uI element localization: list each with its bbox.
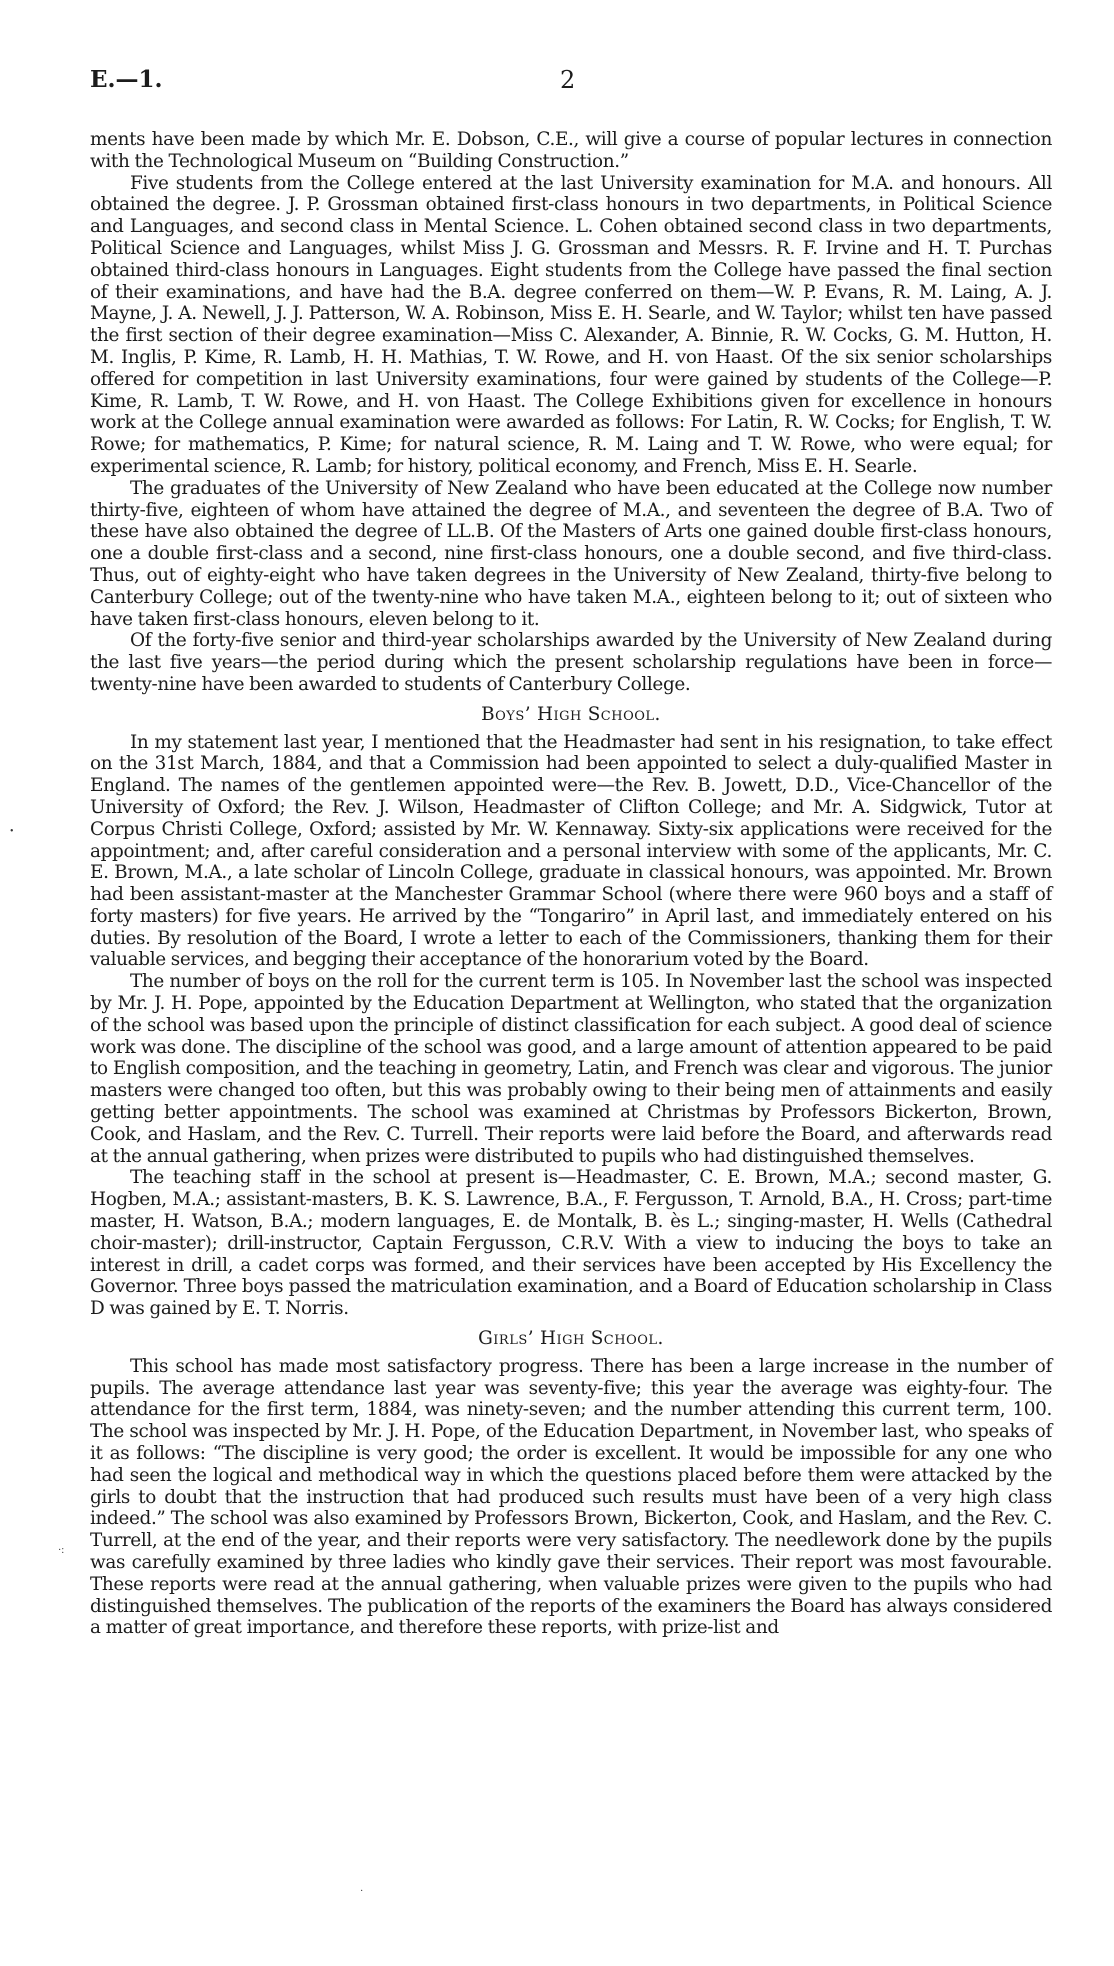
section-heading-boys-high-school: Boys’ High School. (481, 703, 661, 725)
document-body (90, 129, 1052, 1639)
paragraph: In my statement last year, I mentioned that the Headmaster had sent in his resignation, to take effect on the 31st March, 1884, and that a Commission had been appointed to select a duly-qualified Master in England. The names of the gentlemen appointed were—the Rev. B. Jowett, D.D., Vice-Chancellor of the University of Oxford; the Rev. J. Wilson, Headmaster of Clifton College; and Mr. A. Sidgwick, Tutor at Corpus Christi College, Oxford; assisted by Mr. W. Kennaway. Sixty-six applications were received for the appointment; and, after careful consideration and a personal interview with some of the applicants, Mr. C. E. Brown, M.A., a late scholar of Lincoln College, graduate in classical honours, was appointed. Mr. Brown had been assistant-master at the Manchester Grammar School (where there were 960 boys and a staff of forty masters) for five years. He arrived by the “Tongariro” in April last, and immediately entered on his duties. By resolution of the Board, I wrote a letter to each of the Commissioners, thanking them for their valuable services, and begging their acceptance of the honorarium voted by the Board. (90, 731, 1052, 971)
document-page (90, 66, 1052, 1639)
margin-dot-mark: ·: (58, 1545, 65, 1556)
document-reference: E.—1. (90, 66, 163, 93)
paragraph: The graduates of the University of New Zealand who have been educated at the College now number thirty-five, eighteen of whom have attained the degree of M.A., and seventeen the degree of B.A. Two of these have also obtained the degree of LL.B. Of the Masters of Arts one gained double first-class honours, one a double first-class and a second, nine first-class honours, one a double second, and five third-class. Thus, out of eighty-eight who have taken degrees in the University of New Zealand, thirty-five belong to Canterbury College; out of the twenty-nine who have taken M.A., eighteen belong to it; out of sixteen who have taken first-class honours, eleven belong to it. (90, 477, 1052, 630)
paragraph: The number of boys on the roll for the current term is 105. In November last the school was inspected by Mr. J. H. Pope, appointed by the Education Department at Wellington, who stated that the organization of the school was based upon the principle of distinct classification for each subject. A good deal of science work was done. The discipline of the school was good, and a large amount of attention appeared to be paid to English composition, and the teaching in geometry, Latin, and French was clear and vigorous. The junior masters were changed too often, but this was probably owing to their being men of attainments and easily getting better appointments. The school was examined at Christmas by Professors Bickerton, Brown, Cook, and Haslam, and the Rev. C. Turrell. Their reports were laid before the Board, and afterwards read at the annual gathering, when prizes were distributed to pupils who had distinguished themselves. (90, 971, 1052, 1167)
paragraph: Five students from the College entered at the last University examination for M.A. and honours. All obtained the degree. J. P. Grossman obtained first-class honours in two departments, in Political Science and Languages, and second class in Mental Science. L. Cohen obtained second class in two departments, Political Science and Languages, whilst Miss J. G. Grossman and Messrs. R. F. Irvine and H. T. Purchas obtained third-class honours in Languages. Eight students from the College have passed the final section of their examinations, and have had the B.A. degree conferred on them—W. P. Evans, R. M. Laing, A. J. Mayne, J. A. Newell, J. J. Patterson, W. A. Robinson, Miss E. H. Searle, and W. Taylor; whilst ten have passed the first section of their degree examination—Miss C. Alexander, A. Binnie, R. W. Cocks, G. M. Hutton, H. M. Inglis, P. Kime, R. Lamb, H. H. Mathias, T. W. Rowe, and H. von Haast. Of the six senior scholarships offered for competition in last University examinations, four were gained by students of the College—P. Kime, R. Lamb, T. W. Rowe, and H. von Haast. The College Exhibitions given for excellence in honours work at the College annual examination were awarded as follows: For Latin, R. W. Cocks; for English, T. W. Rowe; for mathematics, P. Kime; for natural science, R. M. Laing and T. W. Rowe, who were equal; for experimental science, R. Lamb; for history, political economy, and French, Miss E. H. Searle. (90, 172, 1052, 477)
margin-dot-mark: • (10, 826, 14, 837)
page-header (90, 66, 1052, 106)
paragraph: Of the forty-five senior and third-year scholarships awarded by the University of New Zealand during the last five years—the period during which the present scholarship regulations have been in force—twenty-nine have been awarded to students of Canterbury College. (90, 630, 1052, 695)
paragraph: This school has made most satisfactory progress. There has been a large increase in the number of pupils. The average attendance last year was seventy-five; this year the average was eighty-four. The attendance for the first term, 1884, was ninety-seven; and the number attending this current term, 100. The school was inspected by Mr. J. H. Pope, of the Education Department, in November last, who speaks of it as follows: “The discipline is very good; the order is excellent. It would be impossible for any one who had seen the logical and methodical way in which the questions placed before them were attacked by the girls to doubt that the instruction that had produced such results must have been of a very high class indeed.” The school was also examined by Professors Brown, Bickerton, Cook, and Haslam, and the Rev. C. Turrell, at the end of the year, and their reports were very satisfactory. The needlework done by the pupils was carefully examined by three ladies who kindly gave their services. Their report was most favourable. These reports were read at the annual gathering, when valuable prizes were given to the pupils who had distinguished themselves. The publication of the reports of the examiners the Board has always considered a matter of great importance, and therefore these reports, with prize-list and (90, 1355, 1052, 1639)
paragraph: The teaching staff in the school at present is—Headmaster, C. E. Brown, M.A.; second master, G. Hogben, M.A.; assistant-masters, B. K. S. Lawrence, B.A., F. Fergusson, T. Arnold, B.A., H. Cross; part-time master, H. Watson, B.A.; modern languages, E. de Montalk, B. ès L.; singing-master, H. Wells (Cathedral choir-master); drill-instructor, Captain Fergusson, C.R.V. With a view to inducing the boys to take an interest in drill, a cadet corps was formed, and their services have been accepted by His Excellency the Governor. Three boys passed the matriculation examination, and a Board of Education scholarship in Class D was gained by E. T. Norris. (90, 1167, 1052, 1320)
footer-dot-mark: · (360, 1886, 364, 1897)
paragraph: ments have been made by which Mr. E. Dobson, C.E., will give a course of popular lectures in connection with the Technological Museum on “Building Construction.” (90, 129, 1052, 172)
page-number: 2 (560, 66, 576, 94)
section-heading-girls-high-school: Girls’ High School. (478, 1328, 664, 1350)
